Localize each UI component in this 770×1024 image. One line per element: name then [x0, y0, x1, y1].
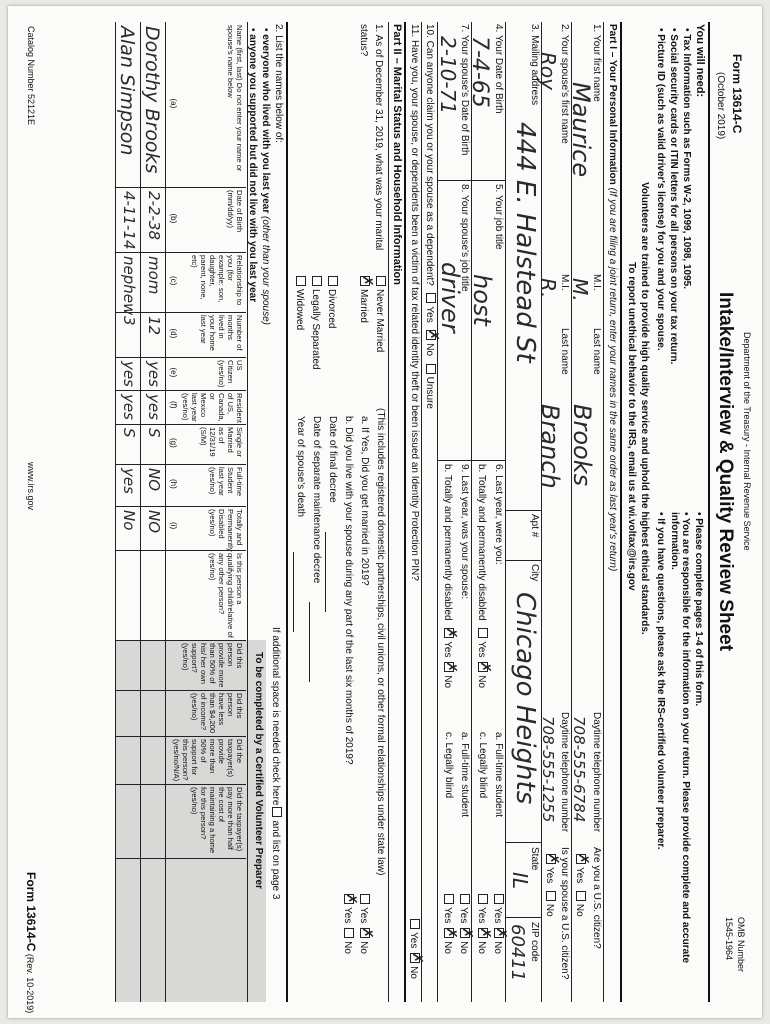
first-name-value[interactable]: Maurice: [567, 82, 595, 178]
column-letter: (f): [169, 401, 178, 409]
citizen-yes-checkbox[interactable]: [576, 854, 586, 864]
includes-note: (This includes registered domestic partnerships, civil unions, or other formal relationships under state law): [375, 408, 386, 876]
spouse-death-label: Year of spouse's death: [295, 416, 306, 518]
unsure-checkbox[interactable]: [426, 364, 436, 374]
column-letter: (e): [169, 367, 178, 378]
website[interactable]: www.irs.gov: [26, 462, 36, 511]
no-checkbox[interactable]: [494, 928, 504, 938]
never-married-option[interactable]: Never Married: [374, 274, 386, 352]
last-name-value[interactable]: Brooks: [568, 404, 596, 487]
household-cell[interactable]: 4-11-14: [120, 191, 138, 250]
spouse-disabled-label: b. Totally and permanently disabled ✗Yes ✗No: [442, 464, 454, 688]
zip-label: ZIP code: [529, 922, 540, 962]
dob-value[interactable]: 7-4-65: [467, 36, 492, 108]
dependent-question: 10. Can anyone claim you or your spouse as a dependent? Yes ✗No Unsure: [424, 24, 436, 409]
household-anyone: • anyone you supported but did not live with you last year: [247, 28, 258, 303]
no-checkbox[interactable]: [344, 928, 354, 938]
spouse-citizen-label: Is your spouse a U.S. citizen?: [559, 847, 570, 980]
yes-checkbox[interactable]: [344, 894, 354, 904]
no-checkbox[interactable]: [478, 928, 488, 938]
disabled-label: b. Totally and permanently disabled Yes ✗No: [476, 464, 488, 688]
no-checkbox[interactable]: [426, 330, 436, 340]
spouse-dob-label: 7. Your spouse's Date of Birth: [459, 24, 470, 156]
column-letter: (a): [169, 98, 178, 109]
spouse-phone-value[interactable]: 708-555-1255: [539, 716, 557, 823]
household-cell[interactable]: yes: [145, 394, 163, 420]
household-cell[interactable]: 2-2-38: [145, 191, 163, 240]
column-header: Did the taxpayer(s) pay more than half the cost of maintaining a home for this person? (yes/no): [190, 787, 244, 854]
footer-form-number: Form 13614-C (Rev. 10-2019): [24, 872, 38, 1014]
household-cell[interactable]: No: [120, 510, 138, 531]
part1-heading: Part I – Your Personal Information (If you are filing a joint return, enter your names in the same order as last year's return): [607, 24, 618, 572]
no-checkbox[interactable]: [444, 928, 454, 938]
state-value[interactable]: IL: [508, 872, 532, 890]
apt-label: Apt #: [529, 514, 540, 538]
last-name-label: Last name: [559, 328, 570, 375]
marital-status-question: 1. As of December 31, 2019, what was your marital status?: [358, 24, 384, 251]
household-cell[interactable]: 12: [145, 316, 163, 336]
household-cell[interactable]: NO: [145, 468, 163, 492]
needs-item: • Tax Information such as Forms W-2, 1099, 1098, 1095.: [681, 28, 692, 289]
citizen-no-checkbox[interactable]: [576, 891, 586, 901]
column-header: Resident of US, Canada, or Mexico last year (yes/no): [181, 393, 244, 423]
dob-label: 4. Your Date of Birth: [493, 24, 504, 114]
rotated-form-sheet: [18, 12, 758, 1012]
additional-space-checkbox[interactable]: [272, 807, 282, 817]
instruction-item: • If you have questions, please ask the IRS-certified volunteer preparer.: [655, 512, 666, 850]
column-header: US Citizen (yes/no): [217, 360, 244, 388]
no-checkbox[interactable]: [410, 953, 420, 963]
phone-label: Daytime telephone number: [591, 712, 602, 833]
lived-with-spouse-question: b. Did you live with your spouse during any part of the last six months of 2019?: [343, 416, 354, 765]
identity-theft-options[interactable]: Yes ✗No: [408, 917, 420, 979]
address-value[interactable]: 444 E. Halstead St: [510, 122, 540, 363]
phone-label: Daytime telephone number: [559, 712, 570, 833]
legally-blind-label: c. Legally blind: [477, 732, 488, 799]
column-letter: (d): [169, 328, 178, 339]
yes-checkbox[interactable]: [410, 919, 420, 929]
no-checkbox[interactable]: [478, 662, 488, 672]
no-checkbox[interactable]: [360, 928, 370, 938]
spouse-citizen-no-checkbox[interactable]: [546, 891, 556, 901]
phone-value[interactable]: 708-555-6784: [570, 716, 588, 823]
no-checkbox[interactable]: [444, 662, 454, 672]
column-header: Did the taxpayer(s) provide more than 50% of support for this person? (yes/no/N/A): [172, 739, 244, 782]
form-date: (October 2019): [715, 72, 726, 140]
legally-blind-options[interactable]: Yes ✗No: [476, 892, 488, 954]
yes-checkbox[interactable]: [478, 894, 488, 904]
married-option[interactable]: ✗Married: [358, 274, 370, 323]
spouse-last-year-label: 9. Last year, was your spouse:: [459, 464, 470, 600]
certified-preparer-heading: To be completed by a Certified Volunteer Preparer: [253, 652, 264, 889]
yes-checkbox[interactable]: [444, 894, 454, 904]
mailing-address-label: 3. Mailing address: [529, 24, 540, 106]
spouse-mi-value[interactable]: R.: [536, 278, 560, 299]
needs-heading: You will need:: [694, 24, 706, 98]
household-cell[interactable]: S: [120, 428, 138, 438]
full-time-student-label: a. Full-time student: [493, 732, 504, 818]
needs-rule: [620, 22, 622, 1002]
widowed-option[interactable]: Widowed: [294, 274, 306, 330]
no-checkbox[interactable]: [460, 928, 470, 938]
spouse-job-title-value[interactable]: driver: [436, 262, 464, 333]
volunteers-statement: Volunteers are trained to provide high quality service and uphold the highest ethical standards.: [639, 182, 650, 635]
spouse-citizen-yes-checkbox[interactable]: [546, 854, 556, 864]
household-cell[interactable]: S: [145, 428, 163, 438]
divorced-option[interactable]: Divorced: [326, 274, 338, 328]
mi-label: M.I.: [591, 274, 602, 291]
household-cell[interactable]: yes: [120, 468, 138, 494]
household-cell[interactable]: NO: [145, 510, 163, 534]
column-header: Totally and Permanently Disabled (yes/no): [208, 509, 244, 552]
married-checkbox[interactable]: [360, 276, 370, 286]
part2-heading: Part II – Marital Status and Household Information: [391, 24, 403, 285]
mi-label: M.I.: [559, 274, 570, 291]
legally-separated-checkbox[interactable]: [312, 276, 322, 286]
instruction-item: • Please complete pages 1-4 of this form.: [693, 512, 704, 707]
column-header: Name (first, last) Do not enter your name or spouse's name below: [226, 25, 244, 172]
spouse-legally-blind-options[interactable]: Yes ✗No: [442, 892, 454, 954]
household-cell[interactable]: yes: [145, 361, 163, 387]
zip-value[interactable]: 60411: [507, 924, 528, 982]
yes-checkbox[interactable]: [426, 293, 436, 303]
citizen-label: Are you a U.S. citizen?: [591, 847, 602, 949]
additional-space-note: If additional space is needed check hereand list on page 3: [270, 627, 281, 900]
last-name-label: Last name: [591, 328, 602, 375]
household-cell[interactable]: mom: [145, 256, 163, 295]
state-label: State: [529, 847, 540, 871]
identity-theft-question: 11. Have you, your spouse, or dependents been a victim of tax related identity theft or been issued an Identity Protection PIN?: [409, 24, 420, 581]
column-header: Did this person provide more than 50% of his/ her own support? (yes/no): [181, 643, 244, 688]
spouse-citizen-options[interactable]: ✗Yes No: [544, 852, 556, 917]
household-cell[interactable]: yes: [120, 361, 138, 387]
married-in-2019-options[interactable]: Yes ✗No: [358, 892, 370, 954]
first-name-label: 1. Your first name: [591, 24, 602, 102]
needs-item: • Picture ID (such as valid driver's license) for you and your spouse.: [655, 28, 666, 351]
spouse-last-name-value[interactable]: Branch: [536, 404, 564, 489]
report-statement: To report unethical behavior to the IRS, email us at wi.voltax@irs.gov: [626, 262, 637, 591]
job-title-value[interactable]: host: [468, 274, 496, 326]
divorced-checkbox[interactable]: [328, 276, 338, 286]
yes-checkbox[interactable]: [460, 894, 470, 904]
full-time-student-options[interactable]: Yes ✗No: [492, 892, 504, 954]
married-in-2019-question: a. If Yes, Did you get married in 2019?: [359, 416, 370, 586]
column-header: Date of Birth (mm/dd/yy): [226, 190, 244, 233]
citizen-options[interactable]: ✗Yes No: [574, 852, 586, 917]
form-number: Form 13614-C: [730, 54, 744, 134]
spouse-first-name-label: 2. Your spouse's first name: [559, 24, 570, 144]
instruction-item: • You are responsible for the information on your return. Please provide complete and accurate information.: [669, 512, 691, 964]
spouse-full-time-options[interactable]: Yes ✗No: [458, 892, 470, 954]
household-everyone: • everyone who lived with you last year (other than your spouse): [260, 28, 271, 325]
column-letter: (i): [169, 522, 178, 530]
form-title: Intake/Interview & Quality Review Sheet: [715, 292, 736, 652]
column-letter: (h): [169, 479, 178, 489]
yes-checkbox[interactable]: [494, 894, 504, 904]
household-cell[interactable]: 3: [120, 316, 138, 326]
column-header: Single or Married as of 12/31/19 (S/M): [199, 427, 244, 457]
yes-checkbox[interactable]: [360, 894, 370, 904]
household-cell[interactable]: Alan Simpson: [116, 26, 138, 156]
needs-item: • Social security cards or ITIN letters for all persons on your tax return.: [668, 28, 679, 365]
never-married-checkbox[interactable]: [376, 276, 386, 286]
omb-label: OMB Number: [736, 917, 746, 973]
yes-checkbox[interactable]: [444, 628, 454, 638]
column-letter: (c): [169, 276, 178, 286]
header-rule: [708, 22, 710, 1002]
column-header: Is this person a qualifying child/relative of any other person? (yes/no): [208, 553, 244, 638]
spouse-job-title-label: 8. Your spouse's job title: [459, 184, 470, 292]
job-title-label: 5. Your job title: [493, 184, 504, 250]
household-cell[interactable]: nephew: [120, 256, 138, 316]
column-header: Did this person have less than $4,200 of income? (yes/no): [190, 693, 244, 734]
city-label: City: [529, 564, 540, 582]
mi-value[interactable]: M.: [568, 278, 592, 302]
lived-with-spouse-options[interactable]: ✗Yes No: [342, 892, 354, 954]
column-header: Full-time Student last year (yes/no): [208, 467, 244, 497]
household-cell[interactable]: yes: [120, 394, 138, 420]
catalog-number: Catalog Number 52121E: [26, 26, 36, 126]
legally-separated-option[interactable]: Legally Separated: [310, 274, 322, 370]
spouse-legally-blind-label: c. Legally blind: [443, 732, 454, 799]
column-letter: (g): [169, 438, 178, 448]
separate-decree-label: Date of separate maintenance decree: [311, 416, 322, 584]
form-page: [8, 6, 762, 1018]
spouse-dob-value[interactable]: 2-10-71: [436, 36, 460, 115]
city-value[interactable]: Chicago Heights: [510, 592, 540, 805]
widowed-checkbox[interactable]: [296, 276, 306, 286]
household-heading: 2. List the names below of:: [273, 24, 284, 143]
final-decree-label: Date of final decree: [327, 416, 338, 503]
column-letter: (b): [169, 213, 178, 224]
last-year-label: 6. Last year, were you:: [493, 464, 504, 565]
yes-checkbox[interactable]: [478, 628, 488, 638]
spouse-first-name-value[interactable]: Roy: [536, 52, 560, 90]
spouse-full-time-label: a. Full-time student: [459, 732, 470, 818]
column-header: Relationship to you (for example: son, daughter, parent, none, etc): [190, 255, 244, 306]
omb-number: 1545-1964: [724, 917, 734, 961]
department-label: Department of the Treasury - Internal Revenue Service: [742, 332, 752, 551]
column-header: Number of months lived in your home last year: [199, 315, 244, 351]
household-cell[interactable]: Dorothy Brooks: [141, 26, 163, 174]
